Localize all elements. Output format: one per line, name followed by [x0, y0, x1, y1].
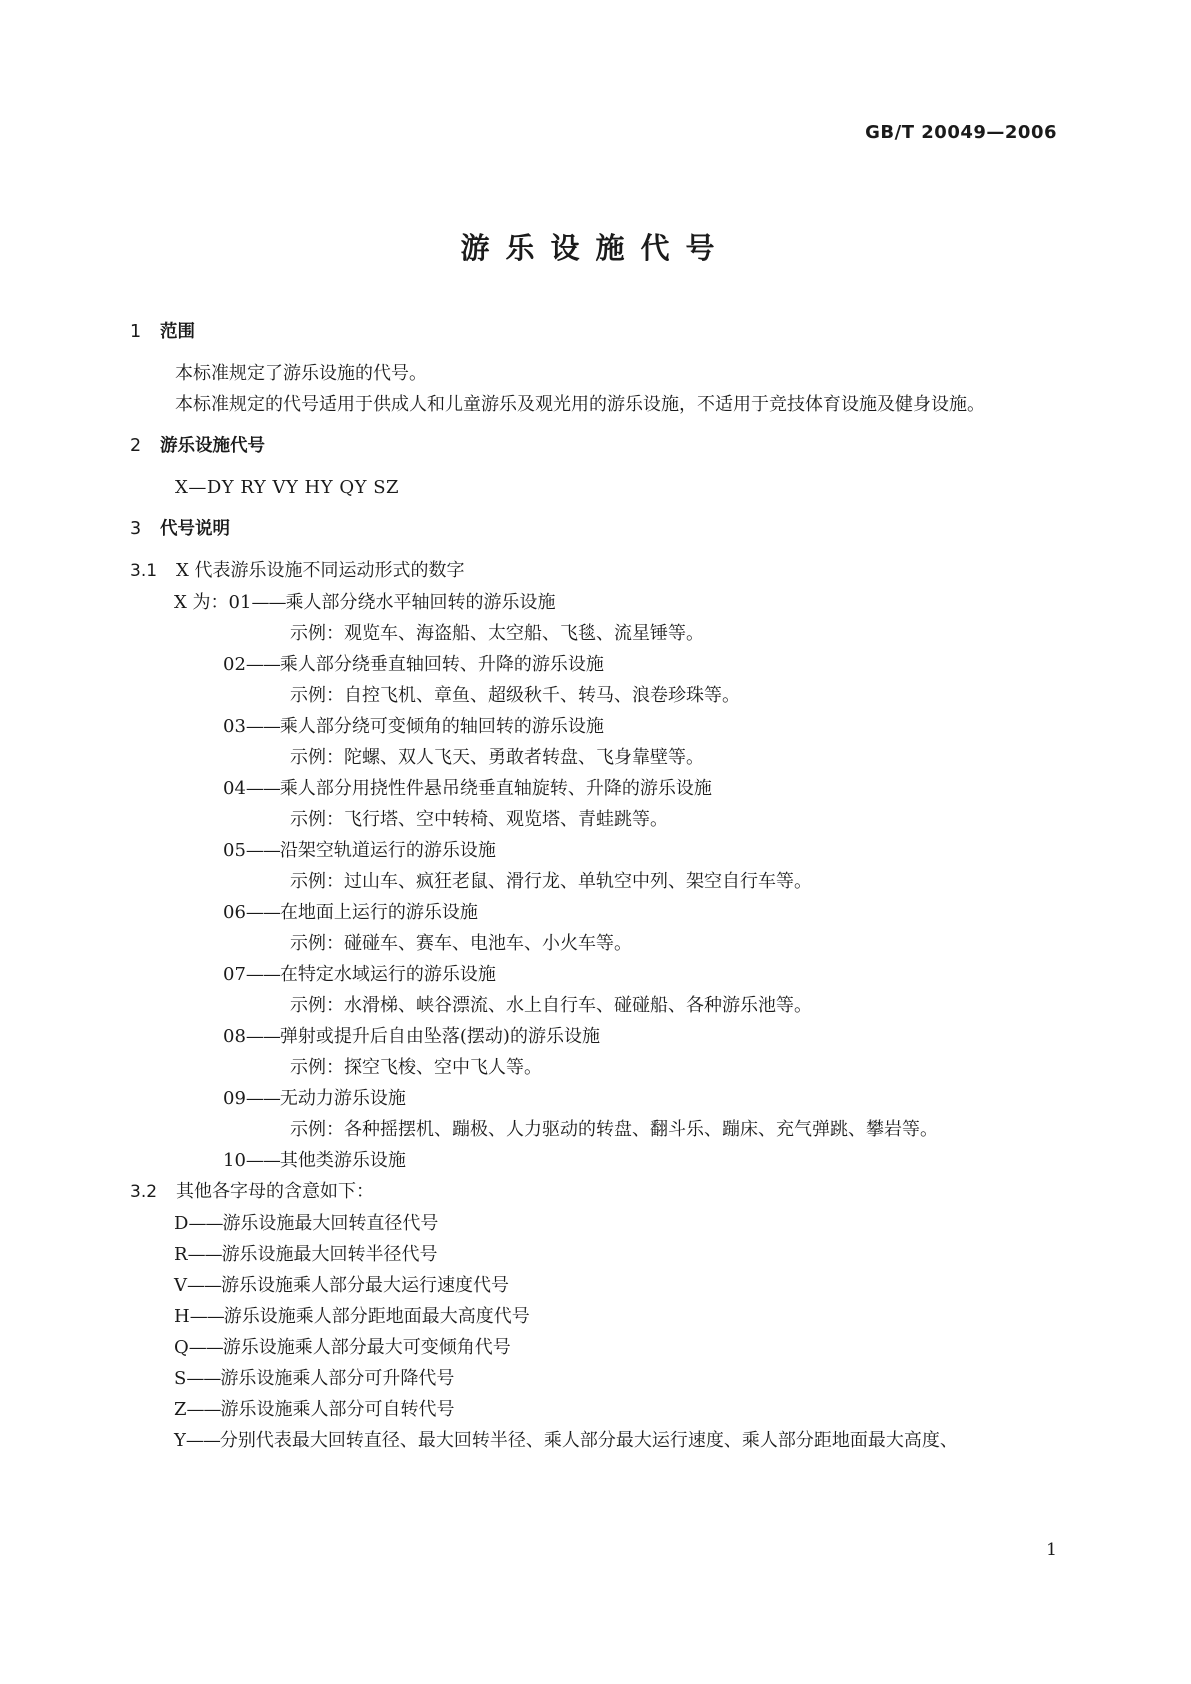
- list-item: [130, 835, 1070, 866]
- letter-description: 分别代表最大回转直径、最大回转半径、乘人部分最大运行速度、乘人部分距地面最大高度、: [219, 1430, 958, 1451]
- dash-separator: ——: [185, 1430, 220, 1451]
- paragraph: 本标准规定的代号适用于供成人和儿童游乐及观光用的游乐设施，不适用于竞技体育设施及健身设施。: [175, 394, 985, 415]
- letter-code: Q: [174, 1337, 189, 1358]
- letter-definition: [130, 1239, 1070, 1270]
- letter-definition: [130, 1208, 1070, 1239]
- list-item: [130, 587, 1070, 618]
- subsection-title: 其他各字母的含意如下：: [176, 1181, 374, 1202]
- standard-number: GB/T 20049—2006: [865, 122, 1057, 143]
- item-description: 乘人部分绕可变倾角的轴回转的游乐设施: [279, 716, 604, 737]
- example-line: 示例：飞行塔、空中转椅、观览塔、青蛙跳等。: [290, 809, 668, 830]
- dash-separator: ——: [188, 1337, 223, 1358]
- item-code: 05: [223, 840, 246, 861]
- list-item: [130, 1021, 1070, 1052]
- item-description: 弹射或提升后自由坠落(摆动)的游乐设施: [279, 1026, 600, 1047]
- dash-separator: ——: [245, 1088, 280, 1109]
- letter-definition: [130, 1332, 1070, 1363]
- subsection-3-2-heading: [130, 1176, 1070, 1208]
- letter-description: 游乐设施乘人部分可自转代号: [220, 1399, 455, 1420]
- dash-separator: ——: [245, 902, 280, 923]
- paragraph: 本标准规定了游乐设施的代号。: [175, 363, 427, 384]
- item-code: 10: [223, 1150, 246, 1171]
- item-code: 01: [228, 592, 252, 613]
- dash-separator: ——: [245, 1150, 280, 1171]
- item-description: 其他类游乐设施: [279, 1150, 406, 1171]
- item-code: 04: [223, 778, 246, 799]
- section-title: 游乐设施代号: [160, 436, 265, 456]
- section-title: 范围: [160, 322, 195, 342]
- dash-separator: ——: [186, 1368, 221, 1389]
- letter-description: 游乐设施乘人部分可升降代号: [220, 1368, 455, 1389]
- dash-separator: ——: [245, 778, 280, 799]
- letter-code: D: [174, 1213, 189, 1234]
- example-line: 示例：水滑梯、峡谷漂流、水上自行车、碰碰船、各种游乐池等。: [290, 995, 812, 1016]
- section-title: 代号说明: [160, 519, 230, 539]
- letter-definition: [130, 1301, 1070, 1332]
- example-line: 示例：自控飞机、章鱼、超级秋千、转马、浪卷珍珠等。: [290, 685, 740, 706]
- letter-description: 游乐设施乘人部分距地面最大高度代号: [223, 1306, 530, 1327]
- letter-code: S: [174, 1368, 187, 1389]
- dash-separator: ——: [188, 1213, 223, 1234]
- item-code: 09: [223, 1088, 246, 1109]
- letter-definition: [130, 1363, 1070, 1394]
- section-1-heading: [130, 318, 1070, 346]
- list-item: [130, 1083, 1070, 1114]
- dash-separator: ——: [187, 1275, 221, 1296]
- example-line: 示例：过山车、疯狂老鼠、滑行龙、单轨空中列、架空自行车等。: [290, 871, 812, 892]
- page-number: 1: [1046, 1540, 1057, 1560]
- letter-description: 游乐设施最大回转直径代号: [222, 1213, 439, 1234]
- subsection-number: 3.1: [130, 561, 158, 581]
- item-description: 在地面上运行的游乐设施: [279, 902, 478, 923]
- letter-description: 游乐设施乘人部分最大可变倾角代号: [222, 1337, 511, 1358]
- list-item: [130, 959, 1070, 990]
- letter-code: R: [174, 1244, 188, 1265]
- item-description: 无动力游乐设施: [279, 1088, 406, 1109]
- letter-code: V: [174, 1275, 187, 1296]
- dash-separator: ——: [189, 1306, 224, 1327]
- item-code: 02: [223, 654, 246, 675]
- list-item: [130, 711, 1070, 742]
- item-description: 乘人部分绕垂直轴回转、升降的游乐设施: [279, 654, 604, 675]
- section-number: 1: [130, 322, 142, 342]
- list-item: [130, 897, 1070, 928]
- list-item: [130, 1145, 1070, 1176]
- document-body: [130, 318, 1070, 1456]
- section-2-heading: [130, 432, 1070, 460]
- item-description: 乘人部分绕水平轴回转的游乐设施: [285, 592, 556, 613]
- letter-definition: [130, 1394, 1070, 1425]
- letter-definition: [130, 1425, 1070, 1456]
- section-3-heading: [130, 515, 1070, 543]
- subsection-number: 3.2: [130, 1182, 158, 1202]
- code-format: X—DY RY VY HY QY SZ: [175, 477, 400, 498]
- example-line: 示例：观览车、海盗船、太空船、飞毯、流星锤等。: [290, 623, 704, 644]
- dash-separator: ——: [245, 654, 280, 675]
- list-item: [130, 649, 1070, 680]
- dash-separator: ——: [245, 716, 280, 737]
- example-line: 示例：碰碰车、赛车、电池车、小火车等。: [290, 933, 632, 954]
- subsection-3-1-heading: [130, 555, 1070, 587]
- item-code: 08: [223, 1026, 246, 1047]
- item-code: 06: [223, 902, 246, 923]
- dash-separator: ——: [245, 840, 280, 861]
- example-line: 示例：各种摇摆机、蹦极、人力驱动的转盘、翻斗乐、蹦床、充气弹跳、攀岩等。: [290, 1119, 938, 1140]
- section-number: 2: [130, 436, 142, 456]
- dash-separator: ——: [186, 1399, 221, 1420]
- letter-description: 游乐设施乘人部分最大运行速度代号: [221, 1275, 509, 1296]
- list-prefix: X 为：: [174, 592, 229, 613]
- letter-description: 游乐设施最大回转半径代号: [221, 1244, 438, 1265]
- item-description: 沿架空轨道运行的游乐设施: [279, 840, 496, 861]
- item-description: 在特定水域运行的游乐设施: [279, 964, 496, 985]
- section-number: 3: [130, 519, 142, 539]
- dash-separator: ——: [245, 1026, 280, 1047]
- subsection-title: X 代表游乐设施不同运动形式的数字: [176, 560, 465, 581]
- item-description: 乘人部分用挠性件悬吊绕垂直轴旋转、升降的游乐设施: [279, 778, 712, 799]
- dash-separator: ——: [245, 964, 280, 985]
- item-code: 03: [223, 716, 246, 737]
- letter-code: Z: [174, 1399, 187, 1420]
- list-item: [130, 773, 1070, 804]
- item-code: 07: [223, 964, 246, 985]
- letter-definition: [130, 1270, 1070, 1301]
- dash-separator: ——: [251, 592, 286, 613]
- letter-code: Y: [174, 1430, 186, 1451]
- example-line: 示例：探空飞梭、空中飞人等。: [290, 1057, 542, 1078]
- dash-separator: ——: [187, 1244, 222, 1265]
- document-title: 游乐设施代号: [460, 231, 731, 265]
- letter-code: H: [174, 1306, 190, 1327]
- example-line: 示例：陀螺、双人飞天、勇敢者转盘、飞身靠壁等。: [290, 747, 704, 768]
